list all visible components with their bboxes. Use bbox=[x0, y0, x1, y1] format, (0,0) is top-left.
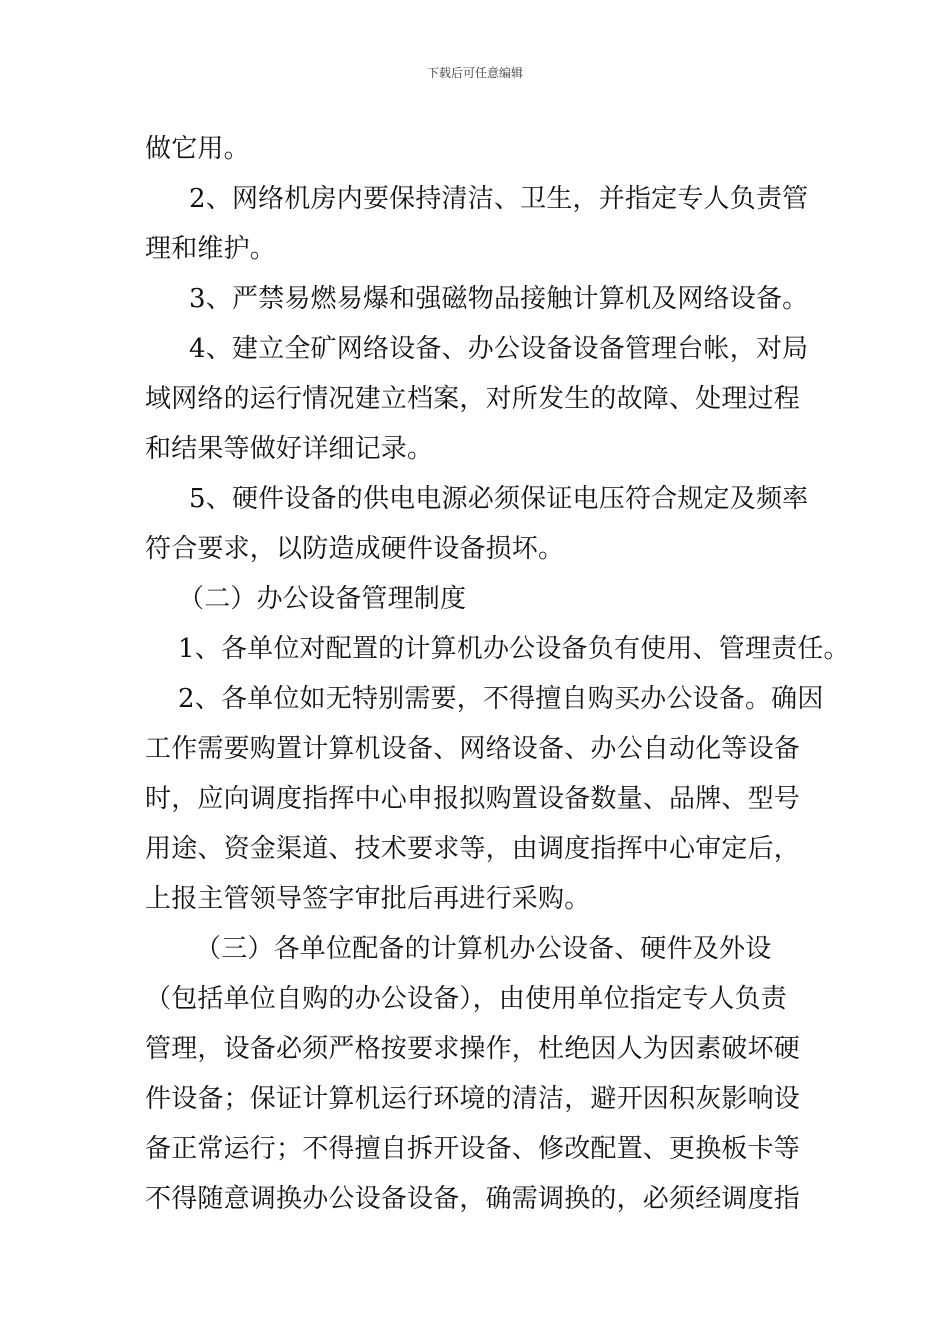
text-line: 和结果等做好详细记录。 bbox=[145, 434, 434, 464]
text-line: 4、建立全矿网络设备、办公设备设备管理台帐，对局 bbox=[189, 334, 809, 364]
text-line: 上报主管领导签字审批后再进行采购。 bbox=[145, 884, 591, 914]
text-line: 管理，设备必须严格按要求操作，杜绝因人为因素破坏硬 bbox=[145, 1034, 801, 1064]
section-heading: （三）各单位配备的计算机办公设备、硬件及外设 bbox=[195, 934, 772, 964]
text-line: 2、网络机房内要保持清洁、卫生，并指定专人负责管 bbox=[189, 184, 809, 214]
text-line: （包括单位自购的办公设备），由使用单位指定专人负责 bbox=[145, 984, 788, 1014]
text-line: 件设备；保证计算机运行环境的清洁，避开因积灰影响设 bbox=[145, 1084, 801, 1114]
text-line: 符合要求，以防造成硬件设备损坏。 bbox=[145, 534, 565, 564]
text-line: 时，应向调度指挥中心申报拟购置设备数量、品牌、型号 bbox=[145, 784, 801, 814]
text-line: 做它用。 bbox=[145, 134, 250, 164]
text-line: 工作需要购置计算机设备、网络设备、办公自动化等设备 bbox=[145, 734, 801, 764]
text-line: 备正常运行；不得擅自拆开设备、修改配置、更换板卡等 bbox=[145, 1134, 801, 1164]
text-line: 3、严禁易燃易爆和强磁物品接触计算机及网络设备。 bbox=[189, 284, 809, 314]
text-line: 1、各单位对配置的计算机办公设备负有使用、管理责任。 bbox=[178, 634, 850, 664]
text-line: 2、各单位如无特别需要，不得擅自购买办公设备。确因 bbox=[178, 684, 824, 714]
text-line: 用途、资金渠道、技术要求等，由调度指挥中心审定后， bbox=[145, 834, 801, 864]
section-heading: （二）办公设备管理制度 bbox=[178, 584, 467, 614]
text-line: 不得随意调换办公设备设备，确需调换的，必须经调度指 bbox=[145, 1184, 801, 1214]
text-line: 5、硬件设备的供电电源必须保证电压符合规定及频率 bbox=[189, 484, 809, 514]
text-line: 域网络的运行情况建立档案，对所发生的故障、处理过程 bbox=[145, 384, 801, 414]
text-line: 理和维护。 bbox=[145, 234, 277, 264]
page-header: 下载后可任意编辑 bbox=[426, 66, 523, 80]
